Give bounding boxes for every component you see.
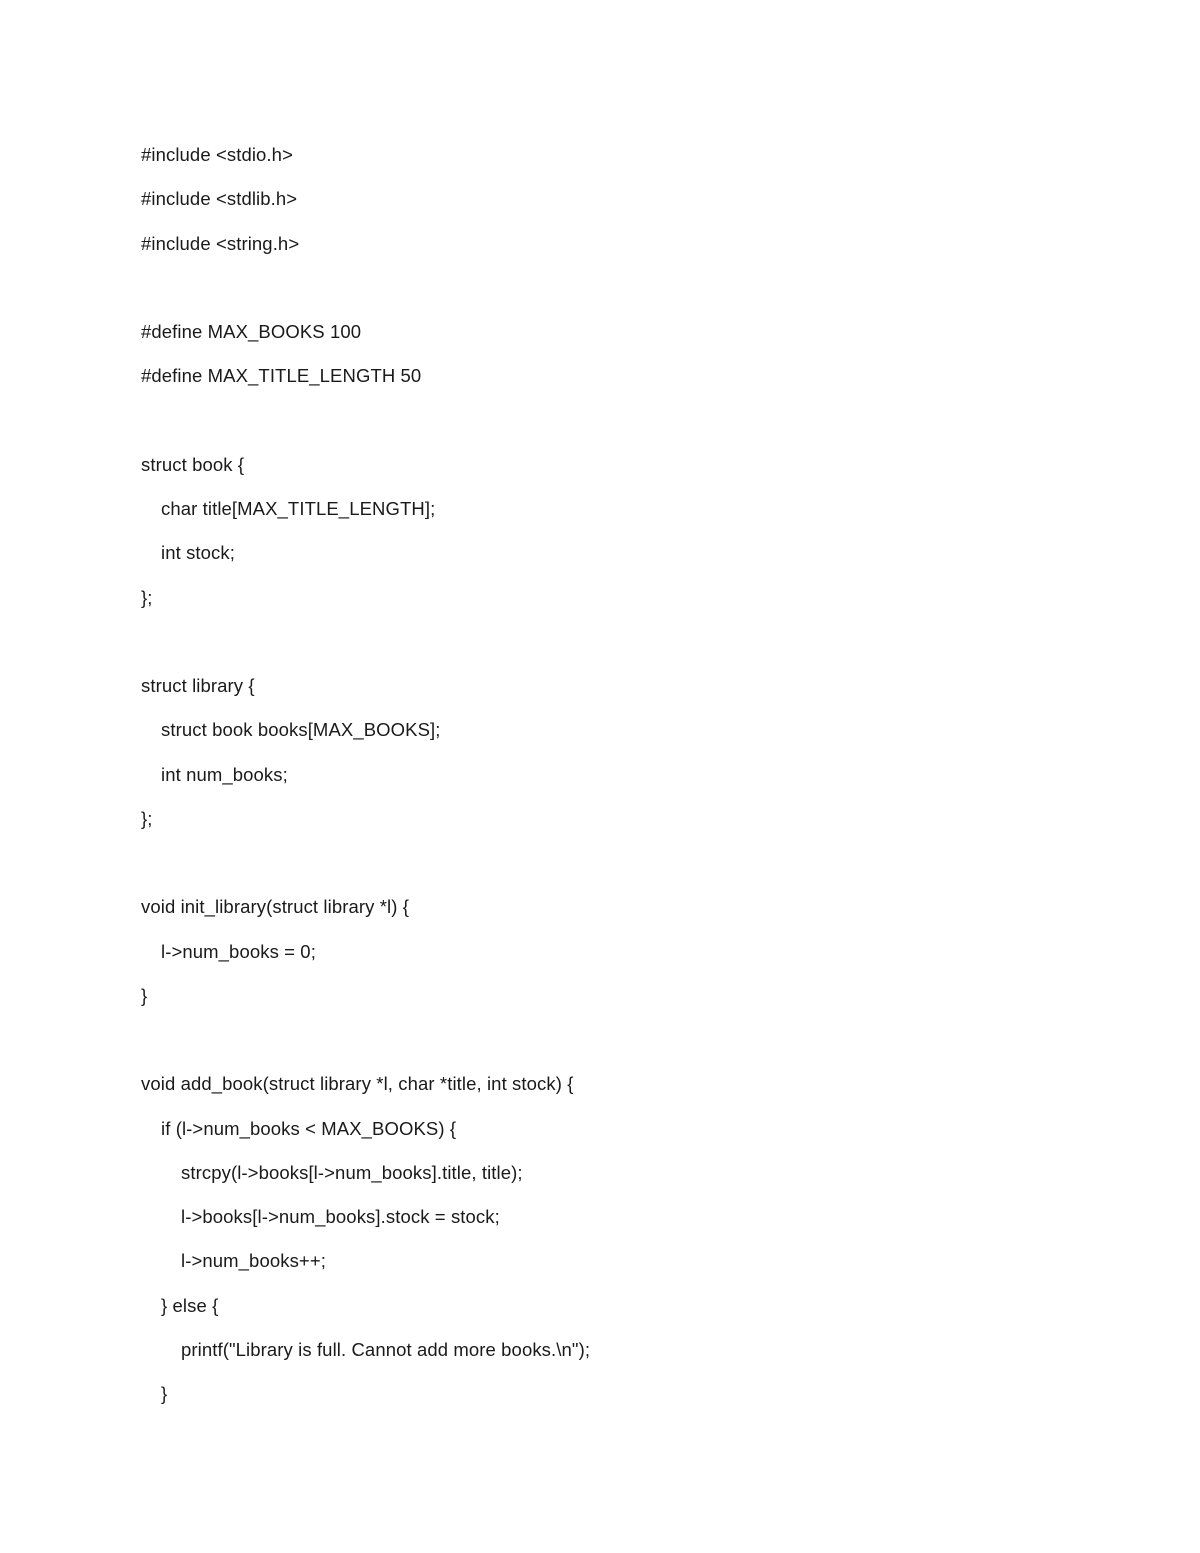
code-line: struct book { xyxy=(141,453,245,475)
code-line: void add_book(struct library *l, char *title, int stock) { xyxy=(141,1073,574,1095)
code-line: char title[MAX_TITLE_LENGTH]; xyxy=(161,498,436,519)
code-line: int num_books; xyxy=(161,763,288,785)
code-line: l->books[l->num_books].stock = stock; xyxy=(181,1206,500,1227)
code-line: l->num_books = 0; xyxy=(161,940,316,962)
code-line: } else { xyxy=(161,1294,219,1316)
code-line: if (l->num_books < MAX_BOOKS) { xyxy=(161,1117,457,1139)
code-line: }; xyxy=(141,807,153,829)
code-listing xyxy=(141,140,1091,1423)
code-line: #include <string.h> xyxy=(141,232,300,254)
code-line: #include <stdlib.h> xyxy=(141,188,298,210)
blank-line xyxy=(141,273,1091,317)
code-line: } xyxy=(141,984,148,1006)
blank-line xyxy=(141,627,1091,671)
blank-line xyxy=(141,1025,1091,1069)
code-line: void init_library(struct library *l) { xyxy=(141,896,410,918)
code-line: struct library { xyxy=(141,675,255,696)
code-line: } xyxy=(161,1383,168,1404)
code-line: strcpy(l->books[l->num_books].title, title); xyxy=(181,1161,523,1183)
code-line: #include <stdio.h> xyxy=(141,144,293,165)
code-line: l->num_books++; xyxy=(181,1250,326,1272)
code-line: printf("Library is full. Cannot add more books.\n"); xyxy=(181,1338,591,1360)
code-line: #define MAX_TITLE_LENGTH 50 xyxy=(141,365,422,387)
code-line: #define MAX_BOOKS 100 xyxy=(141,321,362,342)
code-line: struct book books[MAX_BOOKS]; xyxy=(161,719,441,741)
code-line: int stock; xyxy=(161,542,235,564)
blank-line xyxy=(141,406,1091,450)
code-line: }; xyxy=(141,586,153,608)
blank-line xyxy=(141,848,1091,892)
